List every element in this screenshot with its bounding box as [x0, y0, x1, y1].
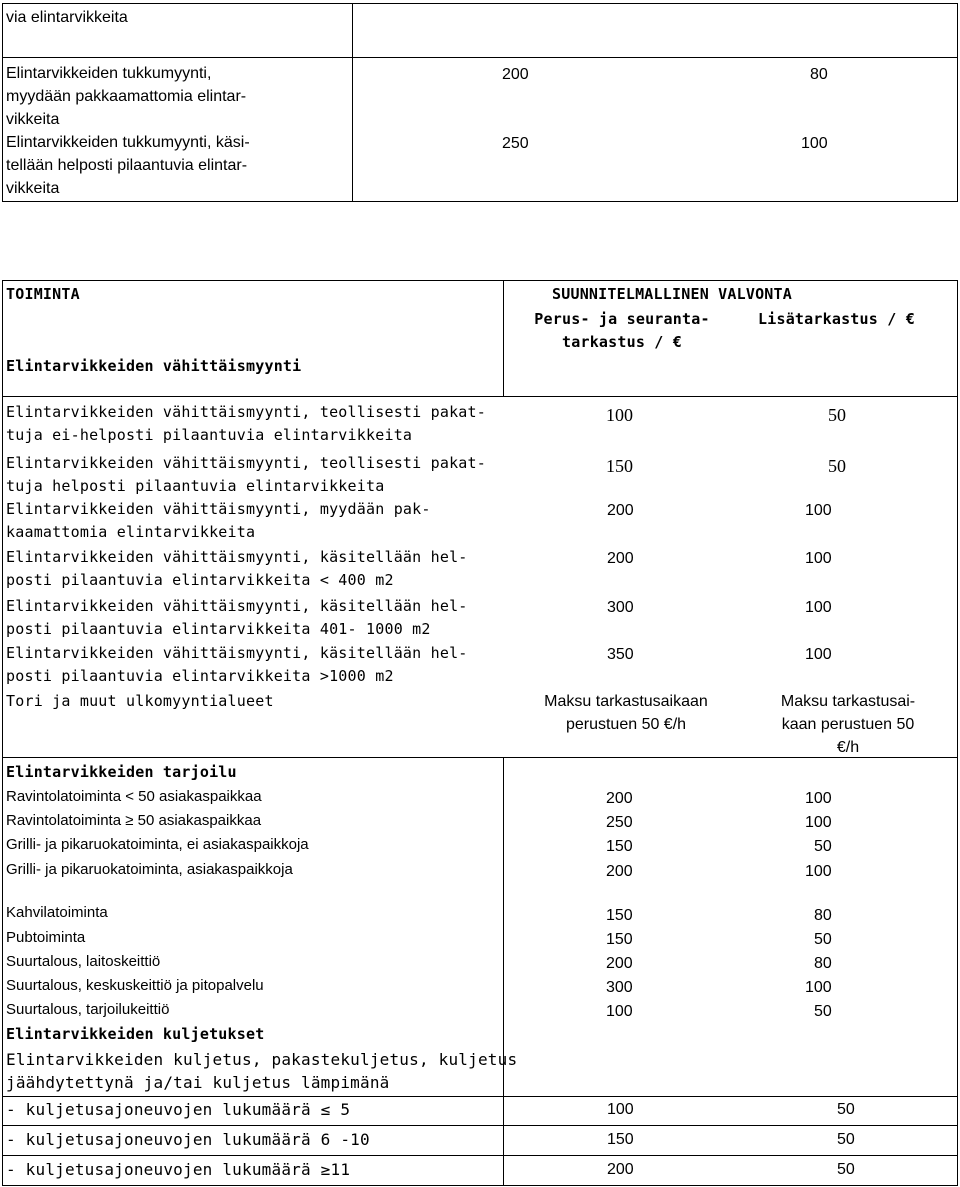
serving-row-basic: 200: [606, 790, 633, 807]
serving-row-extra: 80: [814, 955, 832, 972]
serving-row-label: Grilli- ja pikaruokatoiminta, ei asiakaspaikkoja: [6, 836, 309, 853]
serving-row-extra: 50: [814, 931, 832, 948]
market-row-extra-line3: €/h: [836, 739, 860, 756]
retail-row-5-extra: 100: [805, 599, 832, 616]
supervision-heading: SUUNNITELMALLINEN VALVONTA: [552, 285, 792, 303]
transport-intro-line2: jäähdytettynä ja/tai kuljetus lämpimänä: [6, 1073, 390, 1092]
top-row-2-label-line1: Elintarvikkeiden tukkumyynti, käsi-: [6, 134, 250, 151]
transport-row-extra: 50: [837, 1131, 855, 1148]
serving-row-extra: 80: [814, 907, 832, 924]
market-row-extra-line1: Maksu tarkastusai-: [780, 693, 916, 710]
top-table-header: via elintarvikkeita: [6, 9, 128, 26]
serving-row-basic: 100: [606, 1003, 633, 1020]
retail-row-4-basic: 200: [607, 550, 634, 567]
serving-row-label: Pubtoiminta: [6, 929, 86, 946]
retail-row-5-label-line2: posti pilaantuvia elintarvikkeita 401- 1000 m2: [6, 620, 431, 638]
retail-row-4-label-line1: Elintarvikkeiden vähittäismyynti, käsitellään hel-: [6, 548, 468, 566]
transport-row-basic: 150: [607, 1131, 634, 1148]
top-row-1-label-line1: Elintarvikkeiden tukkumyynti,: [6, 65, 212, 82]
serving-heading: Elintarvikkeiden tarjoilu: [6, 763, 237, 781]
transport-intro-line1: Elintarvikkeiden kuljetus, pakastekuljetus, kuljetus: [6, 1050, 518, 1069]
transport-row-divider: [2, 1125, 958, 1126]
transport-row-basic: 200: [607, 1161, 634, 1178]
retail-row-6-label-line1: Elintarvikkeiden vähittäismyynti, käsitellään hel-: [6, 644, 468, 662]
retail-row-6-basic: 350: [607, 646, 634, 663]
retail-row-3-label-line2: kaamattomia elintarvikkeita: [6, 523, 256, 541]
top-row-2-label-line3: vikkeita: [6, 180, 60, 197]
serving-row-extra: 50: [814, 1003, 832, 1020]
retail-row-1-extra: 50: [828, 405, 846, 425]
main-table-divider: [503, 280, 504, 396]
top-row-1-label-line2: myydään pakkaamattomia elintar-: [6, 88, 247, 105]
top-row-2-extra: 100: [801, 135, 828, 152]
transport-row-basic: 100: [607, 1101, 634, 1118]
retail-row-5-label-line1: Elintarvikkeiden vähittäismyynti, käsitellään hel-: [6, 597, 468, 615]
top-row-2-label-line2: tellään helposti pilaantuvia elintar-: [6, 157, 248, 174]
serving-row-basic: 150: [606, 838, 633, 855]
retail-row-5-basic: 300: [607, 599, 634, 616]
retail-row-6-label-line2: posti pilaantuvia elintarvikkeita >1000 m2: [6, 667, 394, 685]
serving-row-label: Kahvilatoiminta: [6, 904, 108, 921]
serving-row-basic: 200: [606, 863, 633, 880]
retail-row-6-extra: 100: [805, 646, 832, 663]
main-header-line: [2, 396, 958, 397]
serving-row-basic: 150: [606, 907, 633, 924]
serving-row-label: Ravintolatoiminta < 50 asiakaspaikkaa: [6, 788, 262, 805]
serving-row-label: Suurtalous, tarjoilukeittiö: [6, 1001, 170, 1018]
serving-row-extra: 50: [814, 838, 832, 855]
transport-row-label: - kuljetusajoneuvojen lukumäärä ≤ 5: [6, 1100, 351, 1119]
market-row-label: Tori ja muut ulkomyyntialueet: [6, 692, 274, 710]
retail-row-2-extra: 50: [828, 456, 846, 476]
retail-row-2-label-line2: tuja helposti pilaantuvia elintarvikkeita: [6, 477, 385, 495]
market-row-basic-line1: Maksu tarkastusaikaan: [544, 693, 708, 710]
serving-row-extra: 100: [805, 863, 832, 880]
retail-row-1-label-line1: Elintarvikkeiden vähittäismyynti, teollisesti pakat-: [6, 403, 486, 421]
market-row-basic-line2: perustuen 50 €/h: [565, 716, 687, 733]
extra-column-header: Lisätarkastus / €: [758, 310, 915, 328]
serving-row-extra: 100: [805, 814, 832, 831]
serving-row-label: Suurtalous, keskuskeittiö ja pitopalvelu: [6, 977, 264, 994]
top-row-1-extra: 80: [810, 66, 828, 83]
transport-row-divider: [2, 1155, 958, 1156]
transport-heading: Elintarvikkeiden kuljetukset: [6, 1025, 265, 1043]
transport-row-label: - kuljetusajoneuvojen lukumäärä 6 -10: [6, 1130, 370, 1149]
serving-row-label: Suurtalous, laitoskeittiö: [6, 953, 161, 970]
top-table-divider: [352, 3, 353, 202]
retail-row-4-extra: 100: [805, 550, 832, 567]
transport-row-extra: 50: [837, 1101, 855, 1118]
retail-row-2-basic: 150: [606, 456, 633, 476]
serving-row-basic: 200: [606, 955, 633, 972]
basic-column-header-line1: Perus- ja seuranta-: [534, 310, 710, 328]
top-row-1-basic: 200: [502, 66, 529, 83]
transport-row-label: - kuljetusajoneuvojen lukumäärä ≥11: [6, 1160, 351, 1179]
top-table-header-line: [2, 57, 958, 58]
top-row-2-basic: 250: [502, 135, 529, 152]
main-table-column-line: [503, 757, 504, 1186]
serving-row-label: Grilli- ja pikaruokatoiminta, asiakaspaikkoja: [6, 861, 293, 878]
market-row-extra-line2: kaan perustuen 50: [781, 716, 915, 733]
retail-row-1-basic: 100: [606, 405, 633, 425]
retail-row-3-basic: 200: [607, 502, 634, 519]
transport-row-extra: 50: [837, 1161, 855, 1178]
serving-row-basic: 150: [606, 931, 633, 948]
retail-row-4-label-line2: posti pilaantuvia elintarvikkeita < 400 m2: [6, 571, 394, 589]
top-row-1-label-line3: vikkeita: [6, 111, 60, 128]
serving-row-basic: 300: [606, 979, 633, 996]
retail-row-3-label-line1: Elintarvikkeiden vähittäismyynti, myydään pak-: [6, 500, 431, 518]
serving-row-extra: 100: [805, 790, 832, 807]
serving-row-extra: 100: [805, 979, 832, 996]
retail-row-1-label-line2: tuja ei-helposti pilaantuvia elintarvikkeita: [6, 426, 413, 444]
transport-row-divider: [2, 1096, 958, 1097]
basic-column-header-line2: tarkastus / €: [562, 333, 682, 351]
retail-row-2-label-line1: Elintarvikkeiden vähittäismyynti, teollisesti pakat-: [6, 454, 486, 472]
page-subtitle: Elintarvikkeiden vähittäismyynti: [6, 357, 302, 375]
serving-row-basic: 250: [606, 814, 633, 831]
retail-row-3-extra: 100: [805, 502, 832, 519]
serving-row-label: Ravintolatoiminta ≥ 50 asiakaspaikkaa: [6, 812, 262, 829]
page-title: TOIMINTA: [6, 285, 80, 303]
